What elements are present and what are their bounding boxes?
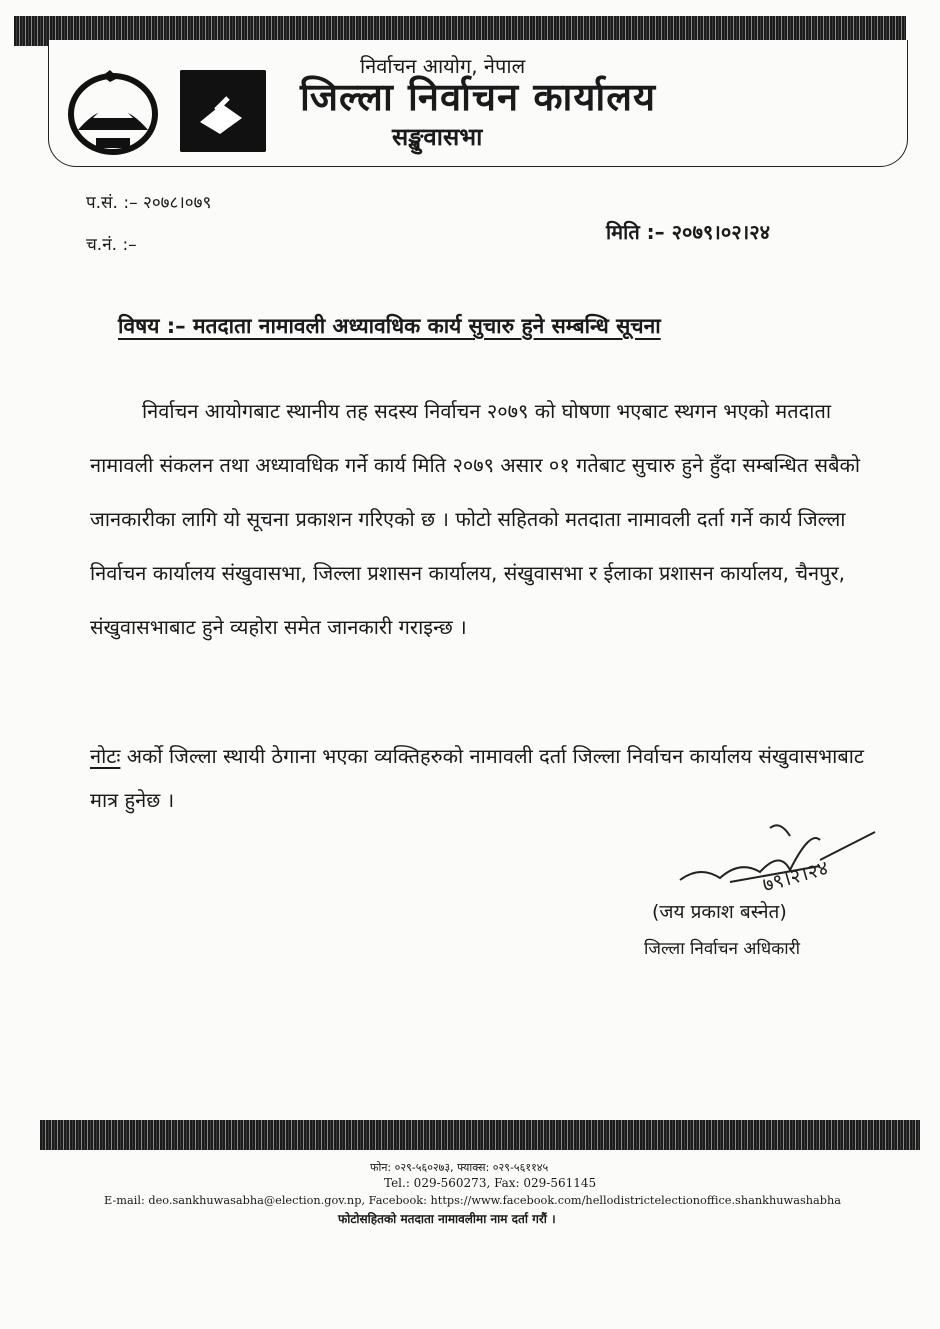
letter-date: मिति :– २०७९।०२।२४ — [606, 220, 771, 244]
notice-body-text: निर्वाचन आयोगबाट स्थानीय तह सदस्य निर्वाचन २०७९ को घोषणा भएबाट स्थगन भएको मतदाता नामावली संकलन तथा अध्यावधिक गर्ने कार्य मिति २०७९ असार ०१ गतेबाट सुचारु हुने हुँदा सम्बन्धित सबैको जानकारीका लागि यो सूचना प्रकाशन गरिएको छ । फोटो सहितको मतदाता नामावली दर्ता गर्ने कार्य जिल्ला निर्वाचन कार्यालय संखुवासभा, जिल्ला प्रशासन कार्यालय, संखुवासभा र ईलाका प्रशासन कार्यालय, चैनपुर, संखुवासभाबाट हुने व्यहोरा समेत जानकारी गराइन्छ । — [90, 399, 861, 639]
subject-line: विषय :– मतदाता नामावली अध्यावधिक कार्य सुचारु हुने सम्बन्धि सूचना — [118, 314, 661, 338]
notice-body — [90, 384, 870, 654]
note-text: अर्को जिल्ला स्थायी ठेगाना भएका व्यक्तिहरुको नामावली दर्ता जिल्ला निर्वाचन कार्यालय संखुवासभाबाट मात्र हुनेछ । — [90, 744, 865, 812]
office-name: जिल्ला निर्वाचन कार्यालय — [300, 75, 657, 119]
note-label: नोटः — [90, 744, 121, 768]
election-commission-logo-icon — [180, 70, 266, 152]
footer-contact: E-mail: deo.sankhuwasabha@election.gov.np, Facebook: https://www.facebook.com/hellodistrictelectionoffice.shankhuwashabha — [104, 1194, 841, 1207]
footer-slogan: फोटोसहितको मतदाता नामावलीमा नाम दर्ता गरौं । — [338, 1212, 556, 1226]
footer-phone-english: Tel.: 029-560273, Fax: 029-561145 — [384, 1176, 597, 1190]
nepal-emblem-icon — [58, 68, 168, 156]
signatory-name: (जय प्रकाश बस्नेत) — [652, 901, 787, 923]
footer-phone-nepali: फोन: ०२९-५६०२७३, फ्याक्स: ०२९-५६११४५ — [370, 1161, 549, 1174]
dispatch-number: च.नं. :– — [86, 235, 137, 255]
district-name: सङ्खुवासभा — [392, 123, 483, 151]
note-paragraph — [90, 734, 870, 822]
handwritten-signature — [670, 810, 880, 900]
signature-date: ७९।२।२४ — [759, 855, 831, 897]
letter-number: प.सं. :– २०७८।०७९ — [86, 193, 212, 213]
commission-name: निर्वाचन आयोग, नेपाल — [360, 54, 526, 78]
footer-barcode-band — [40, 1120, 920, 1150]
signatory-title: जिल्ला निर्वाचन अधिकारी — [644, 939, 801, 959]
